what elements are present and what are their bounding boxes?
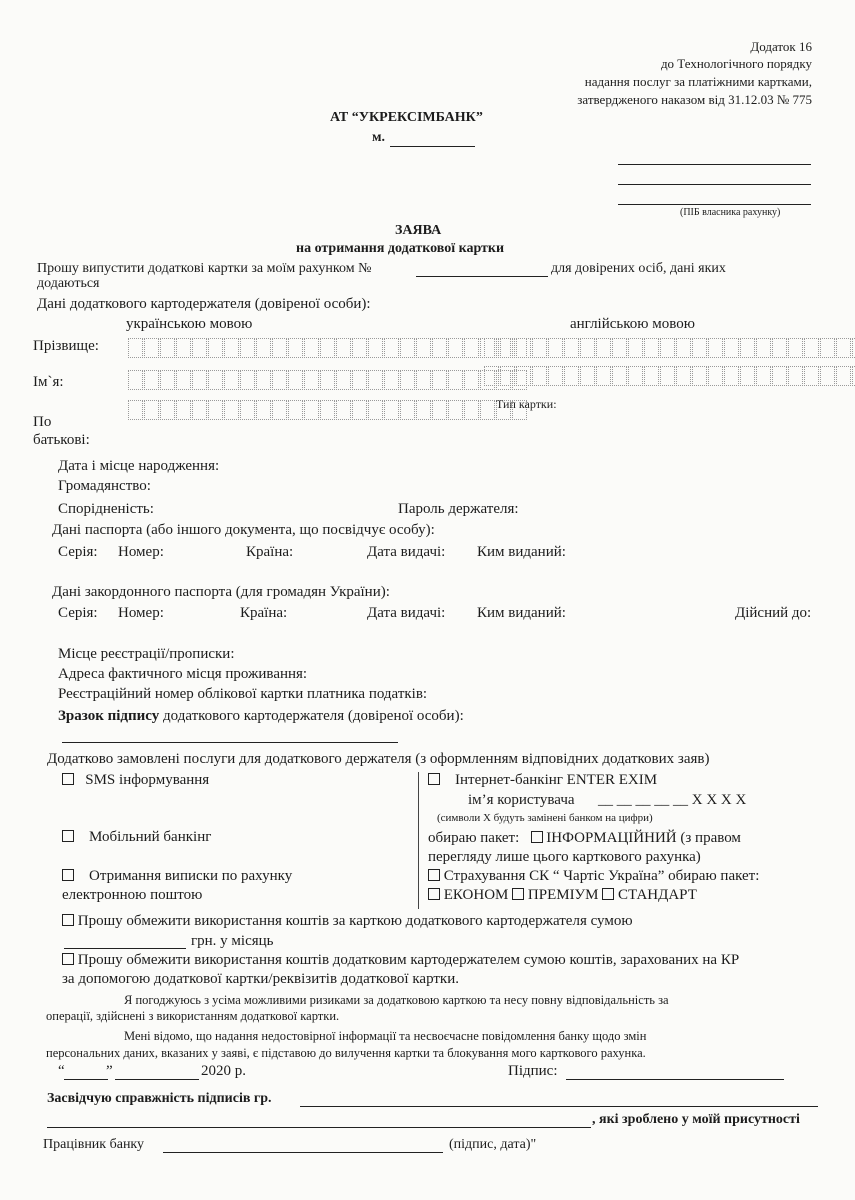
- foreign-series: Серія:: [58, 605, 98, 621]
- char-cell[interactable]: [384, 400, 399, 420]
- foreign-country: Країна:: [240, 605, 288, 621]
- signature-label: Підпис:: [508, 1063, 558, 1079]
- sms-checkbox[interactable]: [62, 772, 74, 788]
- char-cell[interactable]: [416, 338, 431, 358]
- char-cell[interactable]: [416, 400, 431, 420]
- limit-1-label: Прошу обмежити використання коштів за карткою додаткового картодержателя сумою: [77, 913, 633, 929]
- certify-label: Засвідчую справжність підписів гр.: [47, 1091, 272, 1106]
- intro-text-1b: для довірених осіб, дані яких: [551, 261, 726, 276]
- limit-2-label-b: за допомогою додаткової картки/реквізитів додаткової картки.: [62, 971, 459, 987]
- char-cell[interactable]: [836, 338, 851, 358]
- birth-label: Дата і місце народження:: [58, 458, 220, 474]
- char-cell[interactable]: [500, 366, 515, 386]
- char-cell[interactable]: [516, 366, 531, 386]
- owner-line-1[interactable]: [618, 164, 811, 165]
- doc-subtitle: на отримання додаткової картки: [296, 241, 505, 256]
- passport-series: Серія:: [58, 544, 98, 560]
- package-info-label: ІНФОРМАЦІЙНИЙ (з правом: [546, 830, 741, 846]
- char-cell[interactable]: [448, 400, 463, 420]
- char-cell[interactable]: [384, 370, 399, 390]
- char-cell[interactable]: [612, 338, 627, 358]
- foreign-number: Номер:: [118, 605, 164, 621]
- passport-heading: Дані паспорта (або іншого документа, що посвідчує особу):: [52, 522, 435, 538]
- char-cell[interactable]: [192, 400, 207, 420]
- char-cell[interactable]: [484, 338, 499, 358]
- char-cell[interactable]: [612, 366, 627, 386]
- presence-label: , які зроблено у моїй присутності: [592, 1112, 800, 1127]
- char-cell[interactable]: [628, 366, 643, 386]
- statement-label-1: Отримання виписки по рахунку: [89, 868, 293, 884]
- char-cell[interactable]: [692, 366, 707, 386]
- char-cell[interactable]: [660, 338, 675, 358]
- date-day-field[interactable]: [64, 1079, 108, 1080]
- mobile-option[interactable]: [62, 829, 211, 846]
- char-cell[interactable]: [676, 366, 691, 386]
- certify-name-field-2[interactable]: [47, 1127, 591, 1128]
- statement-checkbox[interactable]: [62, 868, 74, 884]
- surname-en-grid[interactable]: [484, 338, 855, 358]
- date-open-quote: “: [58, 1063, 65, 1079]
- char-cell[interactable]: [288, 370, 303, 390]
- statement-label-2: електронною поштою: [62, 887, 203, 903]
- char-cell[interactable]: [256, 338, 271, 358]
- char-cell[interactable]: [836, 366, 851, 386]
- char-cell[interactable]: [224, 338, 239, 358]
- char-cell[interactable]: [128, 370, 143, 390]
- intro-text-1: Прошу випустити додаткові картки за моїм рахунком №: [37, 261, 372, 276]
- char-cell[interactable]: [256, 400, 271, 420]
- date-close-quote: ”: [106, 1063, 113, 1079]
- char-cell[interactable]: [240, 338, 255, 358]
- char-cell[interactable]: [660, 366, 675, 386]
- passport-issue-date: Дата видачі:: [367, 544, 446, 560]
- limit-amount-field[interactable]: [64, 948, 186, 949]
- char-cell[interactable]: [580, 338, 595, 358]
- char-cell[interactable]: [596, 338, 611, 358]
- signature-field[interactable]: [566, 1079, 784, 1080]
- char-cell[interactable]: [160, 338, 175, 358]
- limit-2-checkbox[interactable]: [62, 952, 74, 968]
- surname-label: Прізвище:: [33, 338, 99, 354]
- column-ukrainian: українською мовою: [126, 316, 253, 332]
- char-cell[interactable]: [192, 338, 207, 358]
- insurance-packages: [428, 887, 697, 904]
- premium-label: ПРЕМІУМ: [527, 887, 599, 903]
- column-english: англійською мовою: [570, 316, 695, 332]
- char-cell[interactable]: [564, 338, 579, 358]
- char-cell[interactable]: [480, 400, 495, 420]
- statement-option[interactable]: [62, 868, 292, 885]
- char-cell[interactable]: [432, 338, 447, 358]
- char-cell[interactable]: [804, 366, 819, 386]
- city-label: м.: [372, 130, 386, 145]
- name-ua-grid[interactable]: [128, 370, 528, 390]
- char-cell[interactable]: [224, 400, 239, 420]
- char-cell[interactable]: [208, 370, 223, 390]
- services-divider: [418, 772, 419, 909]
- char-cell[interactable]: [400, 400, 415, 420]
- char-cell[interactable]: [644, 366, 659, 386]
- char-cell[interactable]: [464, 338, 479, 358]
- char-cell[interactable]: [548, 338, 563, 358]
- package-info-checkbox[interactable]: [531, 830, 543, 846]
- limit-2-label: Прошу обмежити використання коштів додатковим картодержателем сумою коштів, зарахованих на КР: [77, 952, 740, 968]
- char-cell[interactable]: [432, 400, 447, 420]
- char-cell[interactable]: [628, 338, 643, 358]
- appendix-line-4: затвердженого наказом від 31.12.03 № 775: [577, 92, 812, 107]
- char-cell[interactable]: [320, 400, 335, 420]
- holder-heading: Дані додаткового картодержателя (довіреної особи):: [37, 296, 371, 312]
- char-cell[interactable]: [432, 370, 447, 390]
- date-year: 2020 р.: [201, 1063, 246, 1079]
- char-cell[interactable]: [240, 370, 255, 390]
- username-label: ім’я користувача: [468, 792, 575, 808]
- foreign-issued-by: Ким виданий:: [477, 605, 566, 621]
- employee-caption: (підпис, дата)": [449, 1137, 537, 1152]
- char-cell[interactable]: [288, 338, 303, 358]
- char-cell[interactable]: [176, 400, 191, 420]
- char-cell[interactable]: [644, 338, 659, 358]
- char-cell[interactable]: [336, 400, 351, 420]
- patronymic-label-2: батькові:: [33, 432, 90, 448]
- package-label: обираю пакет:: [428, 830, 520, 846]
- char-cell[interactable]: [548, 366, 563, 386]
- consent-1-a: Я погоджуюсь з усіма можливими ризиками за додатковою карткою та несу повну відповідальність за: [124, 993, 669, 1007]
- name-en-grid[interactable]: [484, 366, 855, 386]
- char-cell[interactable]: [144, 370, 159, 390]
- account-number-field[interactable]: [416, 276, 548, 277]
- char-cell[interactable]: [160, 370, 175, 390]
- char-cell[interactable]: [500, 338, 515, 358]
- package-row: [428, 830, 741, 847]
- citizenship-label: Громадянство:: [58, 478, 151, 494]
- intro-text-2: додаються: [37, 276, 100, 291]
- patronymic-label-1: По: [33, 414, 52, 430]
- char-cell[interactable]: [272, 370, 287, 390]
- address-label: Адреса фактичного місця проживання:: [58, 666, 308, 682]
- char-cell[interactable]: [708, 338, 723, 358]
- internet-label: Інтернет-банкінг ENTER EXIM: [455, 772, 658, 788]
- city-field[interactable]: [390, 146, 475, 147]
- standard-checkbox[interactable]: [602, 887, 614, 903]
- foreign-valid-until: Дійсний до:: [735, 605, 812, 621]
- passport-country: Країна:: [246, 544, 294, 560]
- employee-field[interactable]: [163, 1152, 443, 1153]
- signature-sample-rest: додаткового картодержателя (довіреної особи):: [159, 708, 464, 724]
- char-cell[interactable]: [724, 366, 739, 386]
- char-cell[interactable]: [368, 338, 383, 358]
- char-cell[interactable]: [352, 370, 367, 390]
- char-cell[interactable]: [804, 338, 819, 358]
- econom-label: ЕКОНОМ: [443, 887, 509, 903]
- consent-2-a: Мені відомо, що надання недостовірної інформації та несвоєчасне повідомлення банку щодо змін: [124, 1029, 647, 1043]
- char-cell[interactable]: [400, 370, 415, 390]
- signature-sample-label: [58, 708, 464, 725]
- char-cell[interactable]: [756, 338, 771, 358]
- consent-1-b: операції, здійснені з використанням додаткової картки.: [46, 1009, 340, 1023]
- char-cell[interactable]: [384, 338, 399, 358]
- appendix-label: Додаток 16: [750, 39, 812, 54]
- char-cell[interactable]: [336, 370, 351, 390]
- char-cell[interactable]: [580, 366, 595, 386]
- foreign-passport-heading: Дані закордонного паспорта (для громадян України):: [52, 584, 390, 600]
- name-label: Ім`я:: [33, 374, 64, 390]
- char-cell[interactable]: [532, 366, 547, 386]
- passport-issued-by: Ким виданий:: [477, 544, 566, 560]
- char-cell[interactable]: [208, 338, 223, 358]
- insurance-label: Страхування СК “ Чартіс Україна” обираю пакет:: [443, 868, 760, 884]
- password-label: Пароль держателя:: [398, 501, 519, 517]
- certify-name-field[interactable]: [300, 1106, 818, 1107]
- char-cell[interactable]: [368, 370, 383, 390]
- registration-label: Місце реєстрації/прописки:: [58, 646, 235, 662]
- card-type-label: Тип картки:: [496, 397, 557, 411]
- appendix-line-3: надання послуг за платіжними картками,: [584, 74, 812, 89]
- char-cell[interactable]: [416, 370, 431, 390]
- char-cell[interactable]: [772, 366, 787, 386]
- owner-line-3[interactable]: [618, 204, 811, 205]
- sms-option[interactable]: [62, 772, 209, 789]
- tax-id-label: Реєстраційний номер облікової картки платника податків:: [58, 686, 428, 702]
- char-cell[interactable]: [484, 366, 499, 386]
- limit-1-checkbox[interactable]: [62, 913, 74, 929]
- internet-option[interactable]: [428, 772, 657, 789]
- char-cell[interactable]: [304, 400, 319, 420]
- char-cell[interactable]: [676, 338, 691, 358]
- char-cell[interactable]: [448, 338, 463, 358]
- patronymic-ua-grid[interactable]: [128, 400, 528, 420]
- char-cell[interactable]: [400, 338, 415, 358]
- signature-sample-field[interactable]: [62, 742, 398, 743]
- owner-caption: (ПІБ власника рахунку): [680, 207, 781, 218]
- char-cell[interactable]: [304, 370, 319, 390]
- char-cell[interactable]: [320, 338, 335, 358]
- char-cell[interactable]: [336, 338, 351, 358]
- char-cell[interactable]: [788, 366, 803, 386]
- char-cell[interactable]: [820, 366, 835, 386]
- insurance-checkbox[interactable]: [428, 868, 440, 884]
- char-cell[interactable]: [192, 370, 207, 390]
- signature-sample-bold: Зразок підпису: [58, 708, 160, 724]
- standard-label: СТАНДАРТ: [618, 887, 697, 903]
- char-cell[interactable]: [256, 370, 271, 390]
- char-cell[interactable]: [464, 370, 479, 390]
- char-cell[interactable]: [320, 370, 335, 390]
- char-cell[interactable]: [176, 338, 191, 358]
- char-cell[interactable]: [272, 400, 287, 420]
- limit-option-1[interactable]: [62, 913, 633, 930]
- appendix-line-2: до Технологічного порядку: [660, 56, 812, 71]
- char-cell[interactable]: [352, 400, 367, 420]
- char-cell[interactable]: [820, 338, 835, 358]
- char-cell[interactable]: [272, 338, 287, 358]
- char-cell[interactable]: [160, 400, 175, 420]
- services-heading: Додатково замовлені послуги для додаткового держателя (з оформленням відповідних додаткових заяв): [47, 751, 710, 767]
- char-cell[interactable]: [692, 338, 707, 358]
- symbols-note: (символи Х будуть замінені банком на цифри): [437, 812, 653, 824]
- char-cell[interactable]: [464, 400, 479, 420]
- insurance-option[interactable]: [428, 868, 759, 885]
- char-cell[interactable]: [708, 366, 723, 386]
- limit-option-2[interactable]: [62, 952, 855, 969]
- econom-checkbox[interactable]: [428, 887, 440, 903]
- char-cell[interactable]: [724, 338, 739, 358]
- internet-checkbox[interactable]: [428, 772, 440, 788]
- sms-label: SMS інформування: [85, 772, 210, 788]
- owner-line-2[interactable]: [618, 184, 811, 185]
- char-cell[interactable]: [772, 338, 787, 358]
- date-month-field[interactable]: [115, 1079, 199, 1080]
- char-cell[interactable]: [224, 370, 239, 390]
- char-cell[interactable]: [240, 400, 255, 420]
- limit-1-suffix: грн. у місяць: [191, 933, 274, 949]
- char-cell[interactable]: [740, 366, 755, 386]
- char-cell[interactable]: [144, 338, 159, 358]
- char-cell[interactable]: [128, 338, 143, 358]
- relation-label: Спорідненість:: [58, 501, 154, 517]
- username-value[interactable]: __ __ __ __ __ X X X X: [598, 792, 747, 808]
- consent-2-b: персональних даних, вказаних у заяві, є підставою до вилучення картки та блокування мого карткового рахунка.: [46, 1046, 646, 1060]
- char-cell[interactable]: [288, 400, 303, 420]
- char-cell[interactable]: [304, 338, 319, 358]
- bank-name: АТ “УКРЕКСІМБАНК”: [330, 110, 483, 125]
- char-cell[interactable]: [176, 370, 191, 390]
- doc-title: ЗАЯВА: [395, 223, 442, 238]
- employee-label: Працівник банку: [43, 1137, 145, 1152]
- char-cell[interactable]: [144, 400, 159, 420]
- foreign-issue-date: Дата видачі:: [367, 605, 446, 621]
- passport-number: Номер:: [118, 544, 164, 560]
- char-cell[interactable]: [740, 338, 755, 358]
- surname-ua-grid[interactable]: [128, 338, 528, 358]
- char-cell[interactable]: [128, 400, 143, 420]
- char-cell[interactable]: [516, 338, 531, 358]
- char-cell[interactable]: [368, 400, 383, 420]
- package-info-label-2: перегляду лише цього карткового рахунка): [428, 849, 701, 865]
- char-cell[interactable]: [532, 338, 547, 358]
- char-cell[interactable]: [564, 366, 579, 386]
- char-cell[interactable]: [596, 366, 611, 386]
- char-cell[interactable]: [208, 400, 223, 420]
- mobile-label: Мобільний банкінг: [89, 829, 212, 845]
- mobile-checkbox[interactable]: [62, 829, 74, 845]
- char-cell[interactable]: [352, 338, 367, 358]
- char-cell[interactable]: [448, 370, 463, 390]
- char-cell[interactable]: [788, 338, 803, 358]
- premium-checkbox[interactable]: [512, 887, 524, 903]
- char-cell[interactable]: [756, 366, 771, 386]
